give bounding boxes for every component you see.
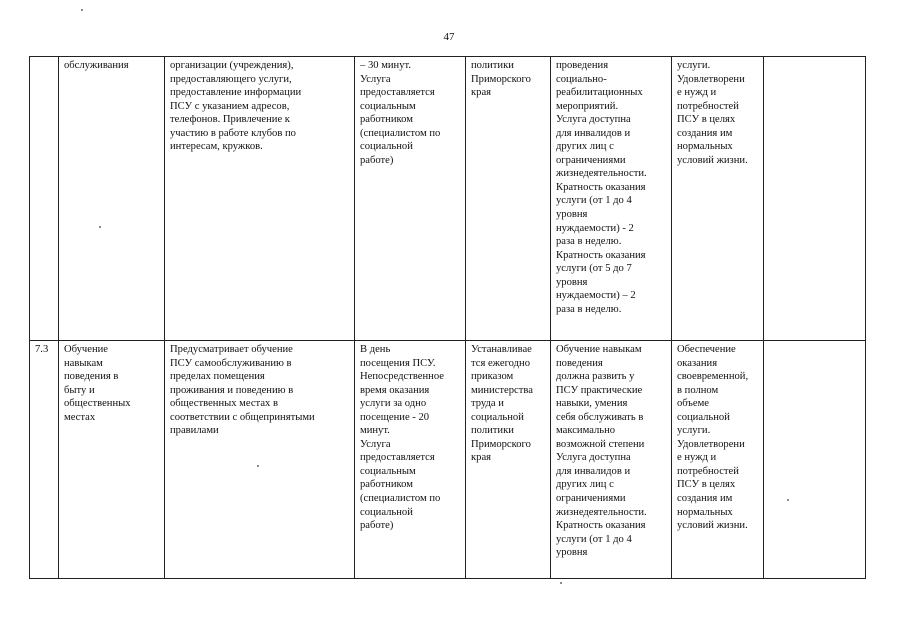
service-description-cell: организации (учреждения), предоставляющего услуги, предоставление информации ПСУ с указанием адресов, телефонов. Привлечение к участию в работе клубов по интересам, кружков. [165, 57, 355, 341]
service-description-cell: Предусматривает обучение ПСУ самообслуживанию в пределах помещения проживания и поведению в общественных местах в соответствии с общепринятыми правилами [165, 341, 355, 579]
service-name-cell: обслуживания [59, 57, 165, 341]
row-number-cell [30, 57, 59, 341]
service-evaluation-cell: Обеспечение оказания своевременной, в полном объеме социальной услуги. Удовлетворени е нужд и потребностей ПСУ в целях создания им нормальных условий жизни. [672, 341, 764, 579]
table-row [30, 57, 866, 341]
row-number-cell: 7.3 [30, 341, 59, 579]
service-timing-cell: В день посещения ПСУ. Непосредственное время оказания услуги за одно посещение - 20 минут. Услуга предоставляется социальным работником (специалистом по социальной работе) [355, 341, 466, 579]
scan-speck [560, 582, 562, 584]
service-standard-cell: политики Приморского края [466, 57, 551, 341]
service-conditions-cell: Обучение навыкам поведения должна развить у ПСУ практические навыки, умения себя обслуживать в максимально возможной степени Услуга доступна для инвалидов и других лиц с ограничениями жизнедеятельности. Кратность оказания услуги (от 1 до 4 уровня [551, 341, 672, 579]
service-evaluation-cell: услуги. Удовлетворени е нужд и потребностей ПСУ в целях создания им нормальных условий жизни. [672, 57, 764, 341]
scan-speck [257, 465, 259, 467]
page-number: 47 [443, 31, 455, 43]
service-timing-cell: – 30 минут. Услуга предоставляется социальным работником (специалистом по социальной работе) [355, 57, 466, 341]
service-extra-cell [764, 341, 866, 579]
scan-speck [787, 499, 789, 501]
scan-speck [81, 9, 83, 11]
services-table [29, 56, 866, 579]
table-row [30, 341, 866, 579]
service-conditions-cell: проведения социально- реабилитационных мероприятий. Услуга доступна для инвалидов и других лиц с ограничениями жизнедеятельности. Кратность оказания услуги (от 1 до 4 уровня нуждаемости) - 2 раза в неделю. Кратность оказания услуги (от 5 до 7 уровня нуждаемости) – 2 раза в неделю. [551, 57, 672, 341]
service-name-cell: Обучение навыкам поведения в быту и общественных местах [59, 341, 165, 579]
service-extra-cell [764, 57, 866, 341]
service-standard-cell: Устанавливае тся ежегодно приказом министерства труда и социальной политики Приморского края [466, 341, 551, 579]
scan-speck [99, 226, 101, 228]
